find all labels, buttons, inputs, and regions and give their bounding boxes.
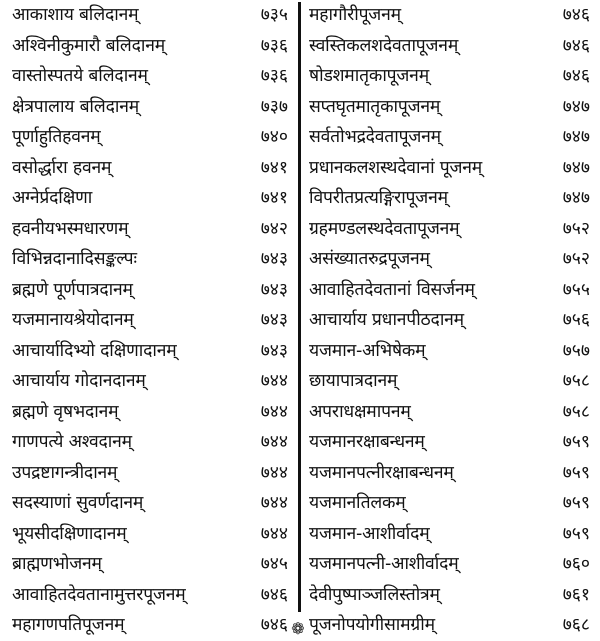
entry-page-number: ७४३ [260, 279, 288, 300]
toc-entry [0, 183, 296, 214]
entry-title: आचार्यादिभ्यो दक्षिणादानम् [12, 340, 177, 361]
entry-page-number: ७४६ [260, 615, 288, 635]
toc-entry [0, 153, 296, 184]
entry-page-number: ७४० [260, 127, 288, 147]
entry-title: आचार्याय प्रधानपीठदानम् [309, 310, 464, 330]
entry-title: यजमानपत्नीरक्षाबन्धनम् [309, 462, 454, 483]
entry-page-number: ७४६ [562, 66, 590, 86]
toc-entry [0, 92, 296, 123]
entry-page-number: ७४७ [562, 127, 590, 147]
entry-title: वास्तोस्पतये बलिदानम् [12, 66, 148, 86]
entry-title: भूयसीदक्षिणादानम् [12, 523, 127, 544]
entry-page-number: ७५५ [562, 279, 590, 300]
toc-right-column [305, 0, 600, 641]
entry-page-number: ७४४ [260, 371, 288, 391]
entry-title: वसोर्द्धारा हवनम् [12, 157, 112, 178]
entry-title: यजमान-आशीर्वादम् [309, 523, 430, 544]
entry-title: विपरीतप्रत्यङ्गिरापूजनम् [309, 188, 448, 208]
entry-title: विभिन्नदानादिसङ्कल्पः [12, 249, 137, 269]
flower-ornament-icon: ❁ [291, 619, 305, 638]
entry-title: आकाशाय बलिदानम् [12, 5, 139, 25]
toc-entry [0, 214, 296, 245]
entry-title: आचार्याय गोदानदानम् [12, 371, 146, 391]
entry-title: सर्वतोभद्रदेवतापूजनम् [309, 127, 441, 147]
entry-title: यजमानतिलकम् [309, 493, 406, 513]
entry-page-number: ७५९ [562, 432, 590, 452]
entry-page-number: ७५९ [562, 462, 590, 483]
entry-title: यजमानायश्रेयोदानम् [12, 310, 134, 330]
toc-entry [0, 122, 296, 153]
entry-page-number: ७४६ [562, 35, 590, 56]
toc-entry [305, 336, 600, 367]
entry-page-number: ७४४ [260, 432, 288, 452]
entry-title: षोडशमातृकापूजनम् [309, 66, 429, 86]
entry-title: असंख्यातरुद्रपूजनम् [309, 249, 430, 269]
entry-title: देवीपुष्पाञ्जलिस्तोत्रम् [309, 584, 440, 605]
entry-title: महागौरीपूजनम् [309, 5, 401, 25]
entry-page-number: ७४४ [260, 493, 288, 513]
entry-title: ब्रह्मणे वृषभदानम् [12, 401, 119, 422]
entry-title: स्वस्तिकलशदेवतापूजनम् [309, 35, 459, 56]
entry-page-number: ७४२ [260, 218, 288, 239]
entry-title: आवाहितदेवतानामुत्तरपूजनम् [12, 584, 186, 605]
entry-page-number: ७५२ [562, 218, 590, 239]
entry-page-number: ७४७ [562, 96, 590, 117]
entry-page-number: ७४५ [260, 554, 288, 574]
entry-title: महागणपतिपूजनम् [12, 615, 125, 635]
toc-entry [0, 336, 296, 367]
toc-left-column [0, 0, 296, 641]
toc-entry [305, 366, 600, 397]
toc-entry [305, 61, 600, 92]
entry-page-number: ७४४ [260, 462, 288, 483]
toc-entry [0, 397, 296, 428]
toc-entry [0, 61, 296, 92]
toc-entry [305, 488, 600, 519]
entry-title: सप्तघृतमातृकापूजनम् [309, 96, 441, 117]
entry-page-number: ७४३ [260, 310, 288, 330]
toc-entry [0, 610, 296, 641]
entry-page-number: ७५६ [562, 310, 590, 330]
entry-page-number: ७३७ [260, 96, 288, 117]
toc-entry [305, 214, 600, 245]
toc-entry [305, 244, 600, 275]
entry-title: अग्नेर्प्रदक्षिणा [12, 188, 93, 208]
entry-page-number: ७४४ [260, 401, 288, 422]
entry-page-number: ७४७ [562, 157, 590, 178]
toc-entry [305, 92, 600, 123]
toc-entry [305, 610, 600, 641]
entry-page-number: ७५९ [562, 493, 590, 513]
entry-title: क्षेत्रपालाय बलिदानम् [12, 96, 139, 117]
entry-page-number: ७५९ [562, 523, 590, 544]
entry-title: ग्रहमण्डलस्थदेवतापूजनम् [309, 218, 460, 239]
entry-page-number: ७४३ [260, 340, 288, 361]
entry-page-number: ७६८ [562, 615, 590, 635]
toc-entry [305, 458, 600, 489]
toc-entry [0, 580, 296, 611]
toc-entry [305, 275, 600, 306]
entry-page-number: ७४३ [260, 249, 288, 269]
entry-title: यजमानरक्षाबन्धनम् [309, 432, 425, 452]
entry-title: उपद्रष्टागन्त्रीदानम् [12, 462, 118, 483]
entry-title: छायापात्रदानम् [309, 371, 398, 391]
toc-entry [0, 458, 296, 489]
toc-entry [305, 31, 600, 62]
entry-title: अपराधक्षमापनम् [309, 401, 411, 422]
toc-entry [305, 519, 600, 550]
entry-page-number: ७६० [562, 554, 590, 574]
entry-page-number: ७५७ [562, 340, 590, 361]
column-divider [298, 2, 301, 612]
entry-page-number: ७४१ [260, 157, 288, 178]
toc-entry [0, 427, 296, 458]
toc-entry [305, 183, 600, 214]
entry-page-number: ७५२ [562, 249, 590, 269]
entry-page-number: ७४४ [260, 523, 288, 544]
toc-entry [305, 122, 600, 153]
toc-entry [0, 488, 296, 519]
entry-page-number: ७४७ [562, 188, 590, 208]
toc-entry [0, 0, 296, 31]
entry-title: यजमान-अभिषेकम् [309, 340, 426, 361]
entry-title: सदस्याणां सुवर्णदानम् [12, 493, 144, 513]
toc-entry [305, 305, 600, 336]
entry-page-number: ७३५ [260, 5, 288, 25]
entry-title: ब्राह्मणभोजनम् [12, 554, 102, 574]
toc-entry [305, 580, 600, 611]
entry-page-number: ७४१ [260, 188, 288, 208]
entry-page-number: ७६१ [562, 584, 590, 605]
entry-title: गाणपत्ये अश्वदानम् [12, 432, 132, 452]
entry-page-number: ७३६ [260, 35, 288, 56]
entry-page-number: ७४६ [562, 5, 590, 25]
toc-entry [0, 519, 296, 550]
entry-page-number: ७३६ [260, 66, 288, 86]
toc-entry [305, 153, 600, 184]
toc-entry [305, 397, 600, 428]
toc-entry [0, 305, 296, 336]
entry-title: आवाहितदेवतानां विसर्जनम् [309, 279, 475, 300]
toc-entry [305, 549, 600, 580]
entry-title: ब्रह्मणे पूर्णपात्रदानम् [12, 279, 133, 300]
entry-title: हवनीयभस्मधारणम् [12, 218, 129, 239]
toc-entry [0, 244, 296, 275]
entry-title: पूजनोपयोगीसामग्रीम् [309, 615, 435, 635]
entry-title: यजमानपत्नी-आशीर्वादम् [309, 554, 459, 574]
entry-title: अश्विनीकुमारौ बलिदानम् [12, 35, 165, 56]
entry-page-number: ७५८ [562, 371, 590, 391]
toc-entry [0, 275, 296, 306]
toc-entry [305, 0, 600, 31]
toc-entry [0, 549, 296, 580]
entry-title: पूर्णाहुतिहवनम् [12, 127, 101, 147]
toc-entry [0, 366, 296, 397]
entry-title: प्रधानकलशस्थदेवानां पूजनम् [309, 157, 483, 178]
toc-entry [0, 31, 296, 62]
entry-page-number: ७५८ [562, 401, 590, 422]
toc-entry [305, 427, 600, 458]
entry-page-number: ७४६ [260, 584, 288, 605]
